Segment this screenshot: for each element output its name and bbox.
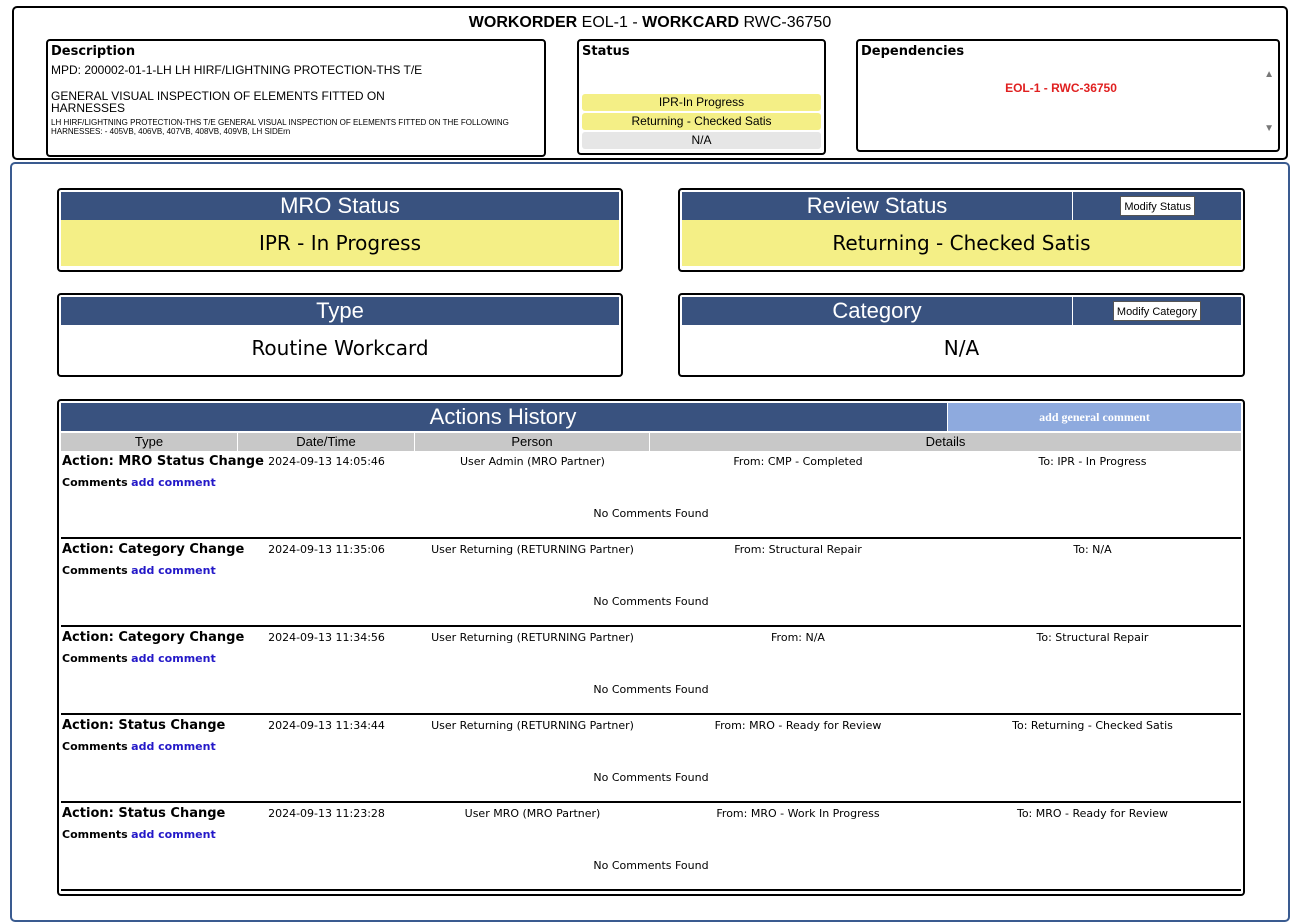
type-title: Type <box>61 297 619 325</box>
category-card <box>678 293 1245 377</box>
add-comment-link[interactable]: add comment <box>131 476 216 489</box>
no-comments-text: No Comments Found <box>593 859 709 872</box>
comments-line <box>62 652 216 665</box>
actions-history-card <box>57 399 1245 896</box>
actions-history-header <box>61 403 1241 431</box>
add-comment-link[interactable]: add comment <box>131 564 216 577</box>
type-value: Routine Workcard <box>251 336 429 360</box>
no-comments-text: No Comments Found <box>593 683 709 696</box>
comments-line <box>62 828 216 841</box>
history-row <box>61 627 1241 715</box>
actions-history-title: Actions History <box>429 404 577 429</box>
action-to: To: Returning - Checked Satis <box>1012 719 1173 732</box>
dependencies-panel <box>856 39 1280 152</box>
mro-status-value: IPR - In Progress <box>61 220 619 266</box>
action-type: Action: Category Change <box>62 542 245 557</box>
workcard-label: WORKCARD <box>642 14 740 31</box>
comments-label: Comments <box>62 740 128 753</box>
workorder-header <box>12 6 1288 160</box>
history-row <box>61 539 1241 627</box>
action-to: To: N/A <box>1073 543 1112 556</box>
history-row <box>61 715 1241 803</box>
dependencies-title: Dependencies <box>861 44 965 59</box>
action-datetime: 2024-09-13 11:34:44 <box>268 719 385 732</box>
action-from: From: MRO - Ready for Review <box>714 719 882 732</box>
no-comments-text: No Comments Found <box>593 595 709 608</box>
column-header-datetime: Date/Time <box>238 433 415 451</box>
action-person: User Returning (RETURNING Partner) <box>431 543 634 556</box>
workorder-label: WORKORDER <box>468 14 578 31</box>
action-type: Action: Category Change <box>62 630 245 645</box>
modify-status-button[interactable]: Modify Status <box>1120 196 1195 216</box>
action-to: To: IPR - In Progress <box>1038 455 1147 468</box>
comments-label: Comments <box>62 652 128 665</box>
add-comment-link[interactable]: add comment <box>131 740 216 753</box>
mro-status-title: MRO Status <box>61 192 619 220</box>
action-from: From: MRO - Work In Progress <box>716 807 880 820</box>
header-divider <box>1072 192 1073 220</box>
review-status-header <box>682 192 1241 220</box>
workcard-main <box>10 162 1290 922</box>
action-datetime: 2024-09-13 11:34:56 <box>268 631 385 644</box>
column-header-details: Details <box>925 434 966 449</box>
header-separator: - <box>632 14 638 31</box>
scroll-up-arrow-icon[interactable]: ▲ <box>1264 69 1274 80</box>
review-status-title: Review Status <box>806 193 948 218</box>
add-comment-link[interactable]: add comment <box>131 652 216 665</box>
history-row <box>61 451 1241 539</box>
mro-status-card <box>57 188 623 272</box>
action-from: From: N/A <box>771 631 825 644</box>
action-to: To: Structural Repair <box>1036 631 1149 644</box>
description-mpd: MPD: 200002-01-1-LH LH HIRF/LIGHTNING PROTECTION-THS T/E <box>51 63 423 77</box>
type-card <box>57 293 623 377</box>
action-person: User Admin (MRO Partner) <box>460 455 605 468</box>
status-chip-mro: IPR-In Progress <box>582 94 821 111</box>
category-value: N/A <box>943 336 980 360</box>
workorder-id: EOL-1 <box>581 14 628 31</box>
action-from: From: CMP - Completed <box>733 455 863 468</box>
review-status-value: Returning - Checked Satis <box>682 220 1241 266</box>
description-title: Description <box>51 44 136 59</box>
action-person: User MRO (MRO Partner) <box>464 807 601 820</box>
comments-label: Comments <box>62 476 128 489</box>
action-type: Action: MRO Status Change <box>62 454 264 469</box>
review-status-card <box>678 188 1245 272</box>
scroll-down-arrow-icon[interactable]: ▼ <box>1264 123 1274 134</box>
add-comment-link[interactable]: add comment <box>131 828 216 841</box>
comments-line <box>62 476 216 489</box>
column-header-type: Type <box>61 433 238 451</box>
workcard-id: RWC-36750 <box>743 14 832 31</box>
action-to: To: MRO - Ready for Review <box>1016 807 1169 820</box>
add-general-comment-button[interactable]: add general comment <box>947 403 1241 431</box>
action-person: User Returning (RETURNING Partner) <box>431 631 634 644</box>
comments-line <box>62 564 216 577</box>
description-panel <box>46 39 546 157</box>
action-datetime: 2024-09-13 14:05:46 <box>268 455 385 468</box>
comments-line <box>62 740 216 753</box>
status-panel <box>577 39 826 155</box>
comments-label: Comments <box>62 564 128 577</box>
comments-label: Comments <box>62 828 128 841</box>
description-detail: LH HIRF/LIGHTNING PROTECTION-THS T/E GENERAL VISUAL INSPECTION OF ELEMENTS FITTED ON THE FOLLOWING HARNESSES: - 405VB, 406VB, 407VB, 408VB, 409VB, LH SIDErn <box>51 118 509 136</box>
status-title: Status <box>582 44 630 59</box>
action-type: Action: Status Change <box>62 806 226 821</box>
category-title: Category <box>832 298 922 323</box>
category-header <box>682 297 1241 325</box>
action-type: Action: Status Change <box>62 718 226 733</box>
no-comments-text: No Comments Found <box>593 771 709 784</box>
history-row <box>61 803 1241 891</box>
status-chip-category: N/A <box>582 132 821 149</box>
column-header-person: Person <box>415 433 650 451</box>
modify-category-button[interactable]: Modify Category <box>1113 301 1201 321</box>
header-divider <box>1072 297 1073 325</box>
action-datetime: 2024-09-13 11:23:28 <box>268 807 385 820</box>
dependency-link[interactable]: EOL-1 - RWC-36750 <box>1005 81 1117 95</box>
no-comments-text: No Comments Found <box>593 507 709 520</box>
history-column-headers <box>61 433 1241 451</box>
action-from: From: Structural Repair <box>734 543 862 556</box>
description-summary: GENERAL VISUAL INSPECTION OF ELEMENTS FITTED ON HARNESSES <box>51 89 385 115</box>
action-datetime: 2024-09-13 11:35:06 <box>268 543 385 556</box>
action-person: User Returning (RETURNING Partner) <box>431 719 634 732</box>
status-chip-review: Returning - Checked Satis <box>582 113 821 130</box>
header-title <box>14 14 1286 32</box>
